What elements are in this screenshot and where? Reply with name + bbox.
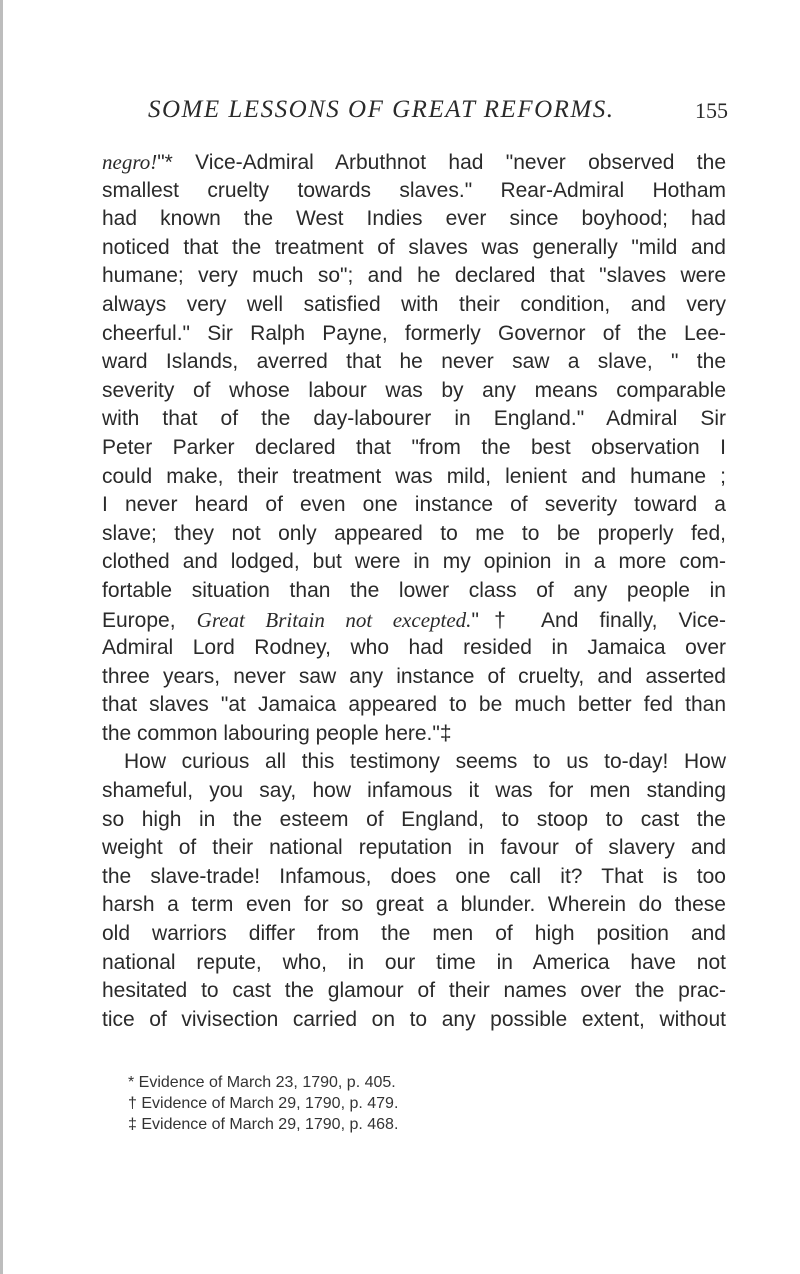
text-line: had known the West Indies ever since boyhood; had <box>102 207 726 231</box>
text-line: national repute, who, in our time in America have not <box>102 950 726 974</box>
text-line: Admiral Lord Rodney, who had resided in Jamaica over <box>102 636 726 660</box>
text-line: hesitated to cast the glamour of their names over the prac- <box>102 979 726 1003</box>
italic-phrase: Great Britain not excepted. <box>196 607 472 632</box>
text-line: could make, their treatment was mild, lenient and humane ; <box>102 464 726 488</box>
footnotes <box>128 1072 688 1135</box>
footnote: ‡ Evidence of March 29, 1790, p. 468. <box>128 1116 399 1133</box>
text-line: I never heard of even one instance of severity toward a <box>102 493 726 517</box>
text-line: severity of whose labour was by any means comparable <box>102 378 726 402</box>
text-line: always very well satisfied with their condition, and very <box>102 292 726 316</box>
text-line: harsh a term even for so great a blunder. Wherein do these <box>102 893 726 917</box>
text-line: Europe, Great Britain not excepted."† And finally, Vice- <box>102 607 727 632</box>
text-line: old warriors differ from the men of high position and <box>102 922 726 946</box>
text-line: that slaves "at Jamaica appeared to be much better fed than <box>102 693 726 717</box>
text-line: the common labouring people here."‡ <box>102 721 452 745</box>
text-line: tice of vivisection carried on to any possible extent, without <box>102 1007 726 1031</box>
footnote: * Evidence of March 23, 1790, p. 405. <box>128 1074 396 1091</box>
text-line: smallest cruelty towards slaves." Rear-Admiral Hotham <box>102 178 726 202</box>
text-line: three years, never saw any instance of cruelty, and asserted <box>102 664 726 688</box>
running-head-title: SOME LESSONS OF GREAT REFORMS. <box>148 96 615 123</box>
italic-phrase: negro! <box>102 150 158 174</box>
text-line: Peter Parker declared that "from the best observation I <box>102 435 726 459</box>
text-line: the slave-trade! Infamous, does one call it? That is too <box>102 864 726 888</box>
text-line: weight of their national reputation in favour of slavery and <box>102 836 726 860</box>
text-line: negro!"* Vice-Admiral Arbuthnot had "never observed the <box>102 150 726 174</box>
text-line: with that of the day-labourer in England." Admiral Sir <box>102 407 726 431</box>
text-line: shameful, you say, how infamous it was for men standing <box>102 779 726 803</box>
text-line: slave; they not only appeared to me to be properly fed, <box>102 521 726 545</box>
text-line: humane; very much so"; and he declared that "slaves were <box>102 264 726 288</box>
text-line: ward Islands, averred that he never saw a slave, " the <box>102 350 726 374</box>
text-line: fortable situation than the lower class of any people in <box>102 578 726 602</box>
body-text <box>102 148 726 1034</box>
footnote: † Evidence of March 29, 1790, p. 479. <box>128 1095 399 1112</box>
text-line: clothed and lodged, but were in my opinion in a more com- <box>102 550 726 574</box>
text-line: How curious all this testimony seems to us to-day! How <box>124 750 726 774</box>
page-number: 155 <box>695 98 728 123</box>
page-edge-line <box>0 0 3 1274</box>
text-line: noticed that the treatment of slaves was generally "mild and <box>102 235 726 259</box>
running-head <box>148 96 728 136</box>
text-line: cheerful." Sir Ralph Payne, formerly Governor of the Lee- <box>102 321 726 345</box>
text-line: so high in the esteem of England, to stoop to cast the <box>102 807 726 831</box>
